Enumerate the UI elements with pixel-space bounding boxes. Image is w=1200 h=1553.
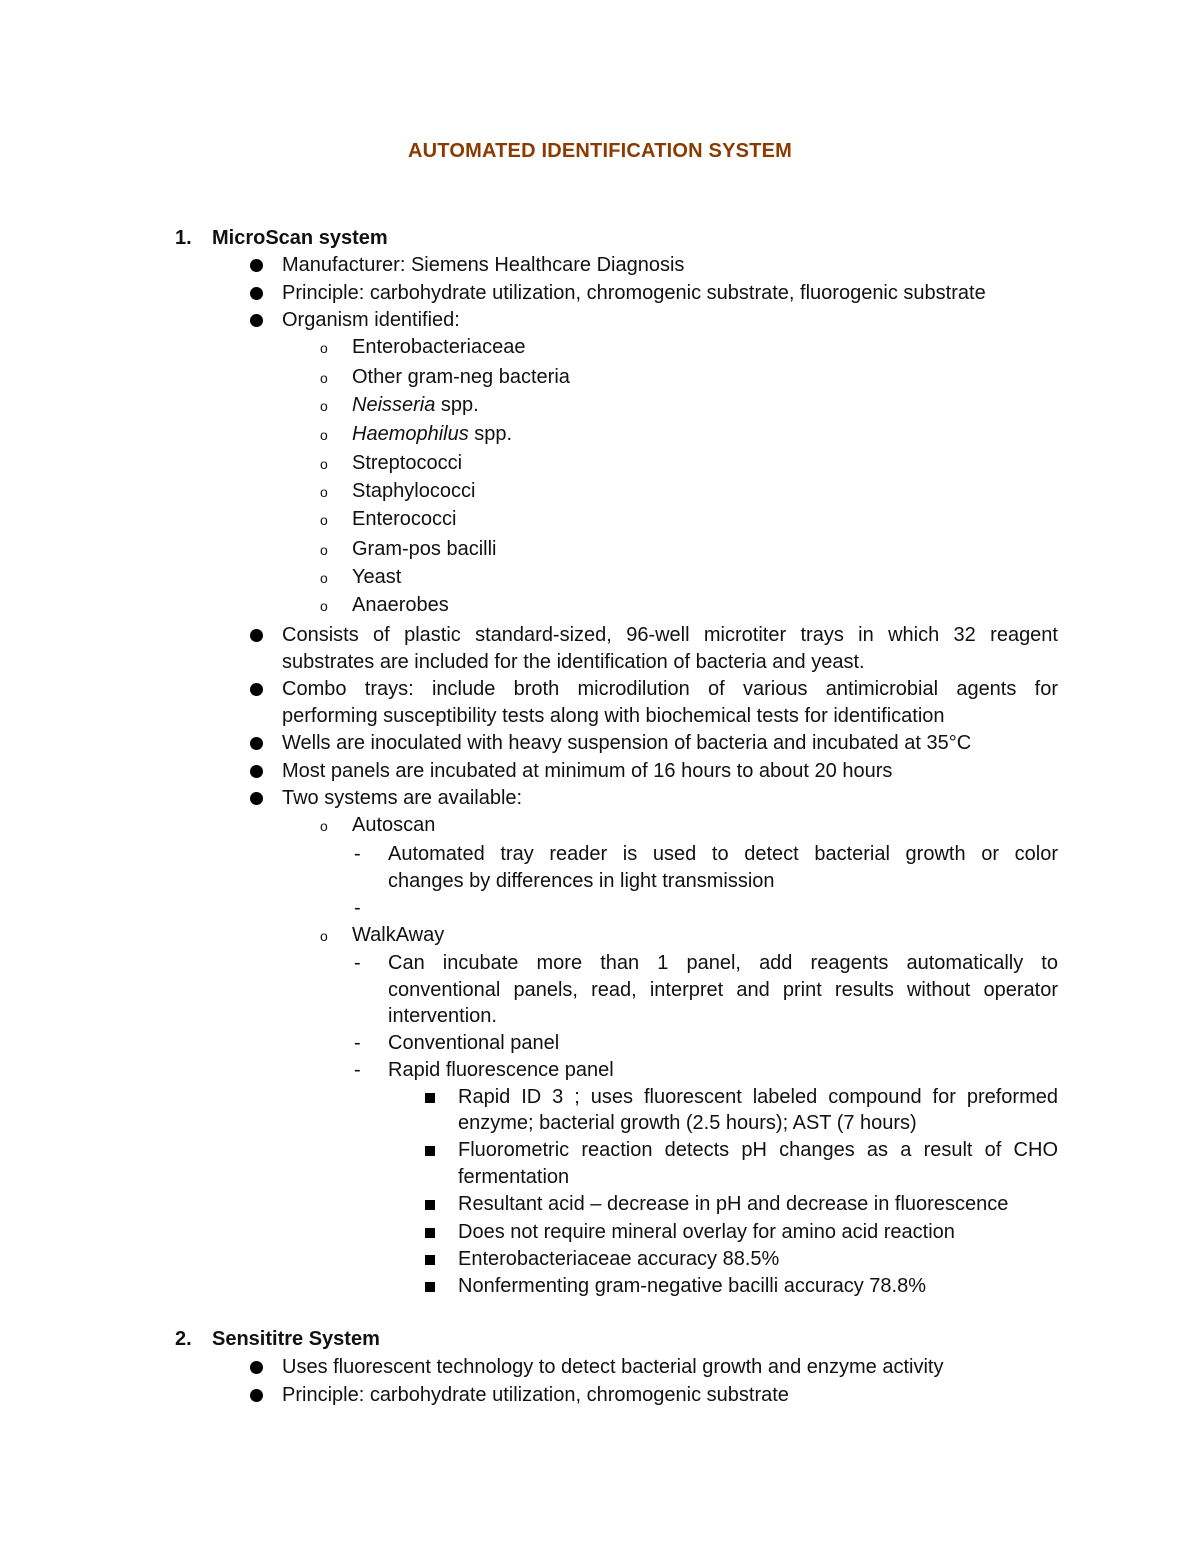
walkaway-desc-line-2: conventional panels, read, interpret and print results without operator — [388, 979, 1058, 1001]
rapid-id-line-2: enzyme; bacterial growth (2.5 hours); AST (7 hours) — [458, 1112, 917, 1134]
consists-text-line-2: substrates are included for the identification of bacteria and yeast. — [282, 651, 865, 673]
resultant-acid-text: Resultant acid – decrease in pH and decrease in fluorescence — [458, 1193, 1009, 1215]
fluorometric-line-1: Fluorometric reaction detects pH changes as a result of CHO — [458, 1139, 1058, 1161]
organism-item: Gram-pos bacilli — [352, 538, 497, 560]
circle-marker: o — [320, 928, 328, 944]
bullet-dot — [250, 1389, 263, 1402]
circle-marker: o — [320, 427, 328, 443]
bullet-dot — [250, 792, 263, 805]
section-2-heading: Sensititre System — [212, 1328, 380, 1350]
bullet-dot — [250, 314, 263, 327]
manufacturer-text: Manufacturer: Siemens Healthcare Diagnosis — [282, 254, 685, 276]
bullet-dot — [250, 629, 263, 642]
wells-text: Wells are inoculated with heavy suspension of bacteria and incubated at 35°C — [282, 732, 972, 754]
dash-marker: - — [354, 952, 361, 974]
organism-genus: Haemophilus — [352, 423, 469, 445]
walkaway-label: WalkAway — [352, 924, 445, 946]
combo-text-line-1: Combo trays: include broth microdilution of various antimicrobial agents for — [282, 678, 1058, 700]
bullet-dot — [250, 259, 263, 272]
organism-item: Other gram-neg bacteria — [352, 366, 570, 388]
circle-marker: o — [320, 370, 328, 386]
bullet-dot — [250, 683, 263, 696]
bullet-dot — [250, 287, 263, 300]
organism-suffix: spp. — [468, 423, 513, 445]
walkaway-desc-line-1: Can incubate more than 1 panel, add reagents automatically to — [388, 952, 1058, 974]
organism-item — [352, 392, 479, 419]
section-1-heading: MicroScan system — [212, 227, 388, 249]
rapid-id-line-1: Rapid ID 3 ; uses fluorescent labeled compound for preformed — [458, 1086, 1058, 1108]
circle-marker: o — [320, 398, 328, 414]
panels-text: Most panels are incubated at minimum of 16 hours to about 20 hours — [282, 760, 893, 782]
dash-marker: - — [354, 1032, 361, 1054]
rapid-panel-text: Rapid fluorescence panel — [388, 1059, 614, 1081]
square-bullet — [425, 1255, 435, 1265]
circle-marker: o — [320, 340, 328, 356]
square-bullet — [425, 1093, 435, 1103]
combo-text-line-2: performing susceptibility tests along with biochemical tests for identification — [282, 705, 945, 727]
square-bullet — [425, 1146, 435, 1156]
square-bullet — [425, 1200, 435, 1210]
empty-dash: - — [354, 897, 361, 919]
entero-accuracy-text: Enterobacteriaceae accuracy 88.5% — [458, 1248, 780, 1270]
organism-item: Staphylococci — [352, 480, 476, 502]
bullet-dot — [250, 1361, 263, 1374]
organism-genus: Neisseria — [352, 394, 436, 416]
organism-item: Enterobacteriaceae — [352, 336, 526, 358]
organism-suffix: spp. — [435, 394, 479, 416]
dash-marker: - — [354, 843, 361, 865]
sensititre-principle-text: Principle: carbohydrate utilization, chromogenic substrate — [282, 1384, 789, 1406]
autoscan-desc-line-1: Automated tray reader is used to detect bacterial growth or color — [388, 843, 1058, 865]
two-systems-text: Two systems are available: — [282, 787, 523, 809]
circle-marker: o — [320, 570, 328, 586]
principle-text: Principle: carbohydrate utilization, chromogenic substrate, fluorogenic substrate — [282, 282, 986, 304]
organism-label: Organism identified: — [282, 309, 460, 331]
section-2-number: 2. — [175, 1328, 192, 1350]
fluorometric-line-2: fermentation — [458, 1166, 570, 1188]
autoscan-desc-line-2: changes by differences in light transmission — [388, 870, 775, 892]
circle-marker: o — [320, 542, 328, 558]
organism-item: Streptococci — [352, 452, 463, 474]
sensititre-uses-text: Uses fluorescent technology to detect bacterial growth and enzyme activity — [282, 1356, 944, 1378]
organism-item: Enterococci — [352, 508, 457, 530]
organism-item: Anaerobes — [352, 594, 449, 616]
walkaway-desc-line-3: intervention. — [388, 1005, 497, 1027]
bullet-dot — [250, 737, 263, 750]
circle-marker: o — [320, 598, 328, 614]
dash-marker: - — [354, 1059, 361, 1081]
circle-marker: o — [320, 484, 328, 500]
mineral-overlay-text: Does not require mineral overlay for amino acid reaction — [458, 1221, 955, 1243]
consists-text-line-1: Consists of plastic standard-sized, 96-well microtiter trays in which 32 reagent — [282, 624, 1058, 646]
circle-marker: o — [320, 818, 328, 834]
square-bullet — [425, 1228, 435, 1238]
organism-item — [352, 421, 512, 448]
autoscan-label: Autoscan — [352, 814, 436, 836]
square-bullet — [425, 1282, 435, 1292]
bullet-dot — [250, 765, 263, 778]
organism-item: Yeast — [352, 566, 402, 588]
section-1-number: 1. — [175, 227, 192, 249]
page-title: AUTOMATED IDENTIFICATION SYSTEM — [408, 140, 792, 162]
circle-marker: o — [320, 512, 328, 528]
conventional-panel-text: Conventional panel — [388, 1032, 560, 1054]
circle-marker: o — [320, 456, 328, 472]
nonferm-accuracy-text: Nonfermenting gram-negative bacilli accuracy 78.8% — [458, 1275, 927, 1297]
